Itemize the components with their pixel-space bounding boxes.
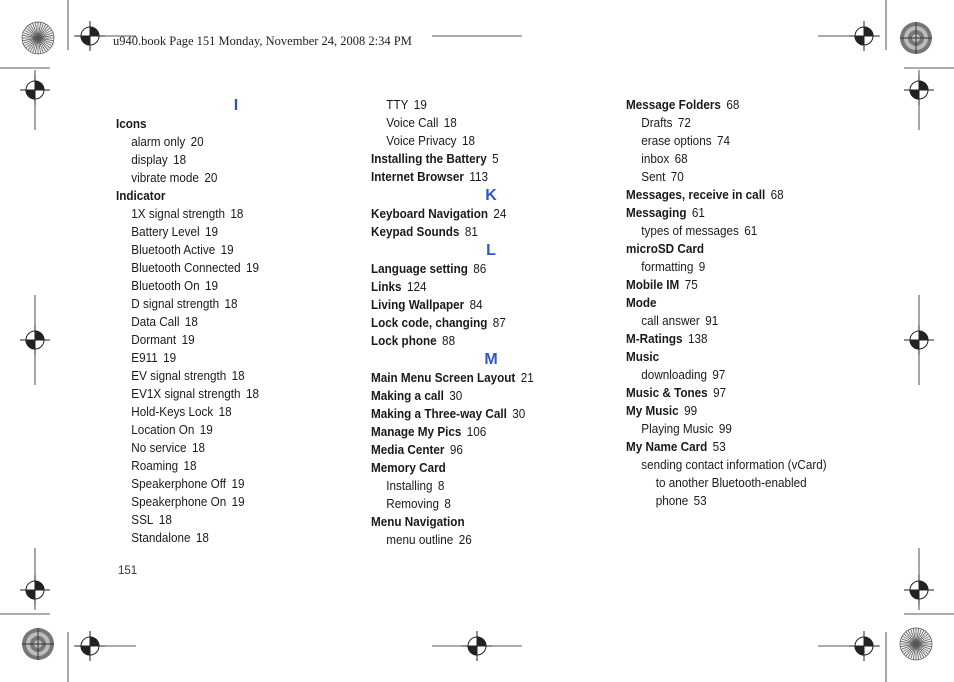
registration-mark-icon (20, 21, 934, 661)
index-term: Location On (131, 422, 195, 437)
index-page-ref: 9 (698, 259, 706, 274)
index-term: EV1X signal strength (131, 386, 241, 401)
index-term: Hold-Keys Lock (131, 404, 214, 419)
index-term: Bluetooth Active (131, 242, 216, 257)
index-term: Icons (116, 116, 147, 131)
index-page-ref: 75 (684, 277, 698, 292)
index-term: Speakerphone Off (131, 476, 227, 491)
print-header: u940.book Page 151 Monday, November 24, 2008 2:34 PM (113, 34, 412, 48)
index-term: Language setting (371, 261, 468, 276)
index-term: Drafts (641, 115, 673, 130)
index-page-ref: 68 (674, 151, 688, 166)
index-page-ref: 18 (195, 530, 209, 545)
index-page-ref: 18 (158, 512, 172, 527)
index-page-ref: 18 (191, 440, 206, 455)
index-term: Lock phone (371, 333, 437, 348)
index-page-ref: 30 (449, 388, 463, 403)
index-page-ref: 18 (218, 404, 232, 419)
index-term: Data Call (131, 314, 180, 329)
index-page-ref: 19 (231, 494, 245, 509)
index-term: Dormant (131, 332, 177, 347)
index-page-ref: 19 (204, 224, 219, 239)
index-term: types of messages (641, 223, 739, 238)
index-page-ref: 19 (205, 278, 219, 293)
index-term: D signal strength (131, 296, 220, 311)
index-page-ref: 5 (492, 151, 499, 166)
index-term: Standalone (131, 530, 191, 545)
index-page-ref: 91 (705, 313, 719, 328)
index-page-ref: 21 (520, 370, 534, 385)
index-page-ref: 53 (693, 493, 707, 508)
index-page-ref: 19 (181, 332, 195, 347)
starburst-mark-icon (22, 22, 932, 660)
index-page-ref: 68 (726, 97, 740, 112)
index-term: Memory Card (371, 460, 446, 475)
index-term: My Name Card (626, 439, 708, 454)
index-page-ref: 18 (173, 152, 187, 167)
index-term: Making a Three-way Call (371, 406, 507, 421)
index-term: Voice Call (386, 115, 439, 130)
index-page-ref: 19 (413, 97, 427, 112)
index-term: sending contact information (vCard) (641, 457, 827, 472)
index-term: menu outline (386, 532, 454, 547)
index-term: Lock code, changing (371, 315, 488, 330)
index-term: Messaging (626, 205, 687, 220)
index-term: downloading (641, 367, 708, 382)
index-term: Battery Level (131, 224, 200, 239)
index-term: inbox (641, 151, 670, 166)
index-term: SSL (131, 512, 154, 527)
index-term: No service (131, 440, 187, 455)
index-page-ref: 138 (687, 331, 708, 346)
index-term: Removing (386, 496, 439, 511)
index-term: Installing (386, 478, 433, 493)
index-page-ref: 18 (461, 133, 475, 148)
index-page-ref: 70 (670, 169, 684, 184)
index-term: Bluetooth Connected (131, 260, 241, 275)
index-term: Speakerphone On (131, 494, 227, 509)
index-term: Sent (641, 169, 666, 184)
index-page-ref: 19 (220, 242, 234, 257)
index-term: display (131, 152, 168, 167)
index-term: Music & Tones (626, 385, 708, 400)
index-page-ref: 19 (231, 476, 245, 491)
index-term: Mobile IM (626, 277, 680, 292)
index-page-ref: 87 (492, 315, 506, 330)
index-page-ref: 96 (449, 442, 463, 457)
index-term: Living Wallpaper (371, 297, 465, 312)
index-page-ref: 24 (493, 206, 507, 221)
index-page-ref: 20 (190, 134, 204, 149)
index-page-ref: 72 (677, 115, 691, 130)
index-term: Links (371, 279, 402, 294)
index-letter-heading: M (484, 351, 498, 368)
index-term: alarm only (131, 134, 186, 149)
index-term: call answer (641, 313, 700, 328)
index-page-ref: 97 (713, 385, 727, 400)
index-term: Roaming (131, 458, 179, 473)
index-term: Bluetooth On (131, 278, 200, 293)
index-term: vibrate mode (131, 170, 199, 185)
index-page-ref: 18 (183, 458, 197, 473)
index-term: My Music (626, 403, 679, 418)
index-term: Indicator (116, 188, 166, 203)
index-term: Manage My Pics (371, 424, 462, 439)
index-term: Playing Music (641, 421, 714, 436)
index-term: phone (655, 493, 689, 508)
index-term: TTY (386, 97, 409, 112)
index-page-ref: 99 (718, 421, 732, 436)
index-page-ref: 30 (512, 406, 526, 421)
index-page-ref: 19 (199, 422, 213, 437)
index-term: Menu Navigation (371, 514, 465, 529)
index-page-ref: 8 (444, 496, 451, 511)
index-page-ref: 8 (437, 478, 445, 493)
index-page-ref: 88 (442, 333, 456, 348)
index-page-ref: 53 (712, 439, 726, 454)
index-page-ref: 84 (469, 297, 483, 312)
index-page-ref: 18 (443, 115, 457, 130)
index-page-ref: 26 (458, 532, 472, 547)
index-term: Keyboard Navigation (371, 206, 489, 221)
index-page-ref: 86 (473, 261, 487, 276)
index-letter-heading: L (486, 242, 496, 259)
index-page-ref: 18 (184, 314, 198, 329)
index-term: EV signal strength (131, 368, 227, 383)
index-term: E911 (131, 350, 158, 365)
index-page-ref: 18 (224, 296, 238, 311)
index-term: microSD Card (626, 241, 705, 256)
index-term: Internet Browser (371, 169, 464, 184)
index-term: Keypad Sounds (371, 224, 460, 239)
index-term: 1X signal strength (131, 206, 225, 221)
index-page-ref: 99 (684, 403, 698, 418)
page-number: 151 (118, 565, 138, 577)
index-term: M-Ratings (626, 331, 683, 346)
index-page-ref: 106 (466, 424, 487, 439)
index-letter-heading: I (233, 97, 239, 114)
index-page-ref: 68 (770, 187, 784, 202)
index-term: to another Bluetooth-enabled (655, 475, 807, 490)
index-page-ref: 97 (712, 367, 726, 382)
index-page-ref: 19 (163, 350, 177, 365)
index-term: formatting (641, 259, 694, 274)
index-page-ref: 61 (744, 223, 758, 238)
index-letter-heading: K (485, 187, 497, 204)
index-page-ref: 124 (406, 279, 427, 294)
index-page-ref: 20 (204, 170, 218, 185)
index-term: Media Center (371, 442, 445, 457)
index-page-ref: 19 (245, 260, 260, 275)
index-term: erase options (641, 133, 712, 148)
index-page-ref: 81 (464, 224, 478, 239)
index-page-ref: 61 (691, 205, 705, 220)
index-page-ref: 113 (469, 169, 489, 184)
index-term: Installing the Battery (371, 151, 487, 166)
index-term: Main Menu Screen Layout (371, 370, 516, 385)
index-term: Music (626, 349, 660, 364)
index-term: Mode (626, 295, 657, 310)
index-page-ref: 18 (245, 386, 259, 401)
index-page-ref: 74 (716, 133, 730, 148)
index-term: Voice Privacy (386, 133, 457, 148)
index-page-ref: 18 (231, 368, 245, 383)
index-term: Making a call (371, 388, 444, 403)
index-term: Messages, receive in call (626, 187, 766, 202)
gray-target-icon (22, 22, 932, 660)
index-term: Message Folders (626, 97, 721, 112)
index-page-ref: 18 (230, 206, 244, 221)
